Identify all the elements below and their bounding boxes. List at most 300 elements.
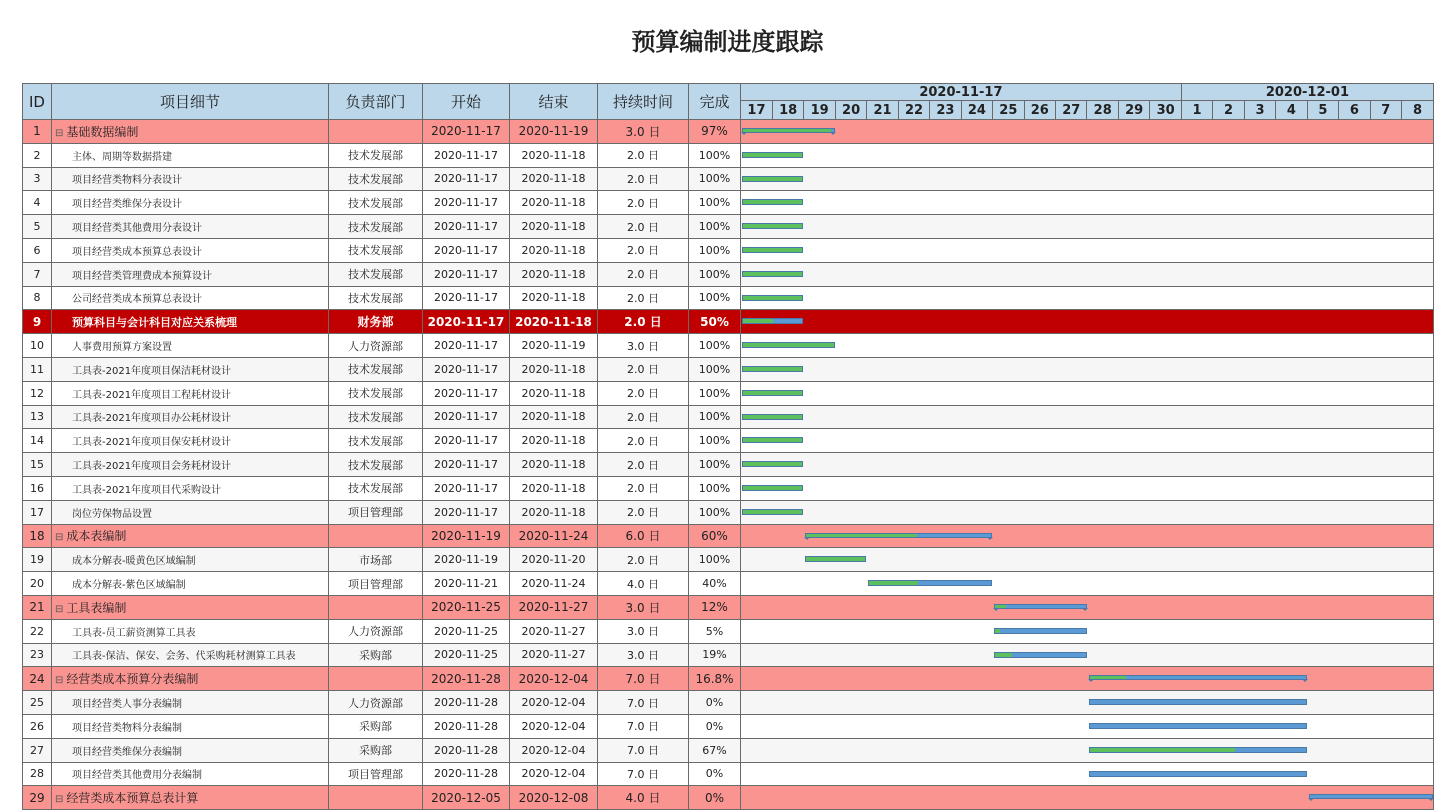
task-bar[interactable] <box>742 390 803 396</box>
task-name-text: 项目经营类人事分表编制 <box>72 699 182 711</box>
task-id[interactable]: 12 <box>23 381 52 405</box>
summary-bar[interactable] <box>742 128 835 133</box>
task-dept[interactable]: 采购部 <box>329 714 423 738</box>
task-end[interactable]: 2020-11-24 <box>510 524 598 548</box>
task-bar[interactable] <box>742 414 803 420</box>
task-complete[interactable]: 0% <box>689 786 741 810</box>
task-id[interactable]: 26 <box>23 714 52 738</box>
task-end[interactable]: 2020-12-04 <box>510 762 598 786</box>
task-duration[interactable]: 3.0 日 <box>598 120 689 144</box>
task-dept[interactable]: 技术发展部 <box>329 429 423 453</box>
task-bar[interactable] <box>742 247 803 253</box>
task-dept[interactable]: 技术发展部 <box>329 476 423 500</box>
header-id[interactable]: ID <box>23 84 52 120</box>
task-end[interactable]: 2020-12-04 <box>510 714 598 738</box>
task-duration[interactable]: 3.0 日 <box>598 334 689 358</box>
task-name[interactable] <box>52 286 329 310</box>
task-dept[interactable]: 技术发展部 <box>329 286 423 310</box>
task-end[interactable]: 2020-11-19 <box>510 334 598 358</box>
task-duration[interactable]: 2.0 日 <box>598 500 689 524</box>
task-name[interactable] <box>52 762 329 786</box>
task-dept[interactable]: 人力资源部 <box>329 691 423 715</box>
task-name[interactable] <box>52 667 329 691</box>
task-start[interactable]: 2020-11-17 <box>423 262 510 286</box>
collapse-toggle-icon[interactable]: ⊟ <box>55 603 64 615</box>
task-end[interactable]: 2020-11-18 <box>510 429 598 453</box>
task-duration[interactable]: 3.0 日 <box>598 619 689 643</box>
task-row[interactable] <box>23 215 1434 239</box>
task-end[interactable]: 2020-11-18 <box>510 500 598 524</box>
task-complete[interactable]: 100% <box>689 167 741 191</box>
task-duration[interactable]: 7.0 日 <box>598 762 689 786</box>
task-dept[interactable] <box>329 524 423 548</box>
task-complete[interactable]: 100% <box>689 143 741 167</box>
task-start[interactable]: 2020-11-17 <box>423 143 510 167</box>
task-start[interactable]: 2020-11-28 <box>423 738 510 762</box>
task-complete[interactable]: 40% <box>689 572 741 596</box>
task-id[interactable]: 23 <box>23 643 52 667</box>
task-start[interactable]: 2020-11-17 <box>423 191 510 215</box>
task-complete[interactable]: 100% <box>689 357 741 381</box>
task-start[interactable]: 2020-11-17 <box>423 381 510 405</box>
task-name[interactable] <box>52 334 329 358</box>
task-bar[interactable] <box>805 556 866 562</box>
task-dept[interactable]: 技术发展部 <box>329 238 423 262</box>
progress-fill <box>995 653 1012 657</box>
task-start[interactable]: 2020-11-17 <box>423 357 510 381</box>
task-start[interactable]: 2020-11-19 <box>423 548 510 572</box>
task-dept[interactable]: 采购部 <box>329 643 423 667</box>
task-dept[interactable] <box>329 786 423 810</box>
task-start[interactable]: 2020-11-17 <box>423 167 510 191</box>
task-duration[interactable]: 2.0 日 <box>598 476 689 500</box>
task-end[interactable]: 2020-12-04 <box>510 667 598 691</box>
task-id[interactable]: 18 <box>23 524 52 548</box>
task-dept[interactable]: 技术发展部 <box>329 381 423 405</box>
task-complete[interactable]: 100% <box>689 500 741 524</box>
task-dept[interactable]: 技术发展部 <box>329 143 423 167</box>
task-end[interactable]: 2020-11-18 <box>510 143 598 167</box>
task-duration[interactable]: 2.0 日 <box>598 286 689 310</box>
task-id[interactable]: 15 <box>23 453 52 477</box>
task-start[interactable]: 2020-11-21 <box>423 572 510 596</box>
collapse-toggle-icon[interactable]: ⊟ <box>55 794 64 806</box>
task-dept[interactable]: 采购部 <box>329 738 423 762</box>
task-duration[interactable]: 2.0 日 <box>598 548 689 572</box>
task-complete[interactable]: 100% <box>689 381 741 405</box>
task-name[interactable] <box>52 453 329 477</box>
task-complete[interactable]: 12% <box>689 595 741 619</box>
task-start[interactable]: 2020-11-17 <box>423 286 510 310</box>
timeline-day: 19 <box>804 101 835 120</box>
task-bar[interactable] <box>994 628 1087 634</box>
task-complete[interactable]: 16.8% <box>689 667 741 691</box>
task-dept[interactable] <box>329 667 423 691</box>
task-row[interactable] <box>23 238 1434 262</box>
task-end[interactable]: 2020-11-18 <box>510 476 598 500</box>
progress-fill <box>806 534 917 537</box>
task-start[interactable]: 2020-11-17 <box>423 405 510 429</box>
task-dept[interactable]: 项目管理部 <box>329 572 423 596</box>
task-id[interactable]: 5 <box>23 215 52 239</box>
task-start[interactable]: 2020-11-25 <box>423 643 510 667</box>
task-complete[interactable]: 0% <box>689 714 741 738</box>
task-name-text: 经营类成本预算分表编制 <box>66 672 199 687</box>
task-duration[interactable]: 3.0 日 <box>598 643 689 667</box>
task-name[interactable] <box>52 572 329 596</box>
task-start[interactable]: 2020-11-25 <box>423 595 510 619</box>
task-name[interactable] <box>52 429 329 453</box>
task-name-text: 主体、周期等数据搭建 <box>72 151 172 163</box>
task-start[interactable]: 2020-11-17 <box>423 310 510 334</box>
progress-fill <box>743 486 802 490</box>
task-dept[interactable]: 技术发展部 <box>329 215 423 239</box>
task-complete[interactable]: 60% <box>689 524 741 548</box>
gantt-cell <box>741 524 1434 548</box>
task-end[interactable]: 2020-11-18 <box>510 215 598 239</box>
task-duration[interactable]: 6.0 日 <box>598 524 689 548</box>
task-start[interactable]: 2020-11-19 <box>423 524 510 548</box>
task-duration[interactable]: 2.0 日 <box>598 238 689 262</box>
progress-fill <box>743 319 773 323</box>
task-row[interactable] <box>23 572 1434 596</box>
task-end[interactable]: 2020-11-24 <box>510 572 598 596</box>
task-id[interactable]: 28 <box>23 762 52 786</box>
progress-fill <box>1090 748 1235 752</box>
task-name-text: 预算科目与会计科目对应关系梳理 <box>72 315 237 329</box>
task-complete[interactable]: 100% <box>689 191 741 215</box>
task-id[interactable]: 20 <box>23 572 52 596</box>
header-name[interactable]: 项目细节 <box>52 84 329 120</box>
task-start[interactable]: 2020-11-28 <box>423 667 510 691</box>
task-duration[interactable]: 2.0 日 <box>598 167 689 191</box>
task-duration[interactable]: 7.0 日 <box>598 714 689 738</box>
task-id[interactable]: 2 <box>23 143 52 167</box>
task-bar[interactable] <box>742 461 803 467</box>
task-bar[interactable] <box>1089 771 1308 777</box>
progress-fill <box>743 296 802 300</box>
task-end[interactable]: 2020-11-18 <box>510 167 598 191</box>
task-dept[interactable]: 人力资源部 <box>329 619 423 643</box>
task-start[interactable]: 2020-11-28 <box>423 691 510 715</box>
task-row[interactable] <box>23 691 1434 715</box>
task-start[interactable]: 2020-11-17 <box>423 500 510 524</box>
task-id[interactable]: 29 <box>23 786 52 810</box>
task-name[interactable] <box>52 381 329 405</box>
task-id[interactable]: 19 <box>23 548 52 572</box>
task-row[interactable] <box>23 738 1434 762</box>
task-row[interactable] <box>23 191 1434 215</box>
task-start[interactable]: 2020-11-17 <box>423 476 510 500</box>
task-id[interactable]: 17 <box>23 500 52 524</box>
task-name[interactable] <box>52 691 329 715</box>
task-bar[interactable] <box>742 318 803 324</box>
task-name-text: 工具表-员工薪资测算工具表 <box>72 627 196 639</box>
timeline-day: 2 <box>1213 101 1244 120</box>
task-id[interactable]: 27 <box>23 738 52 762</box>
task-end[interactable]: 2020-12-08 <box>510 786 598 810</box>
task-dept[interactable]: 技术发展部 <box>329 357 423 381</box>
task-name[interactable] <box>52 476 329 500</box>
task-complete[interactable]: 97% <box>689 120 741 144</box>
task-row[interactable] <box>23 714 1434 738</box>
summary-row[interactable] <box>23 667 1434 691</box>
task-duration[interactable]: 2.0 日 <box>598 310 689 334</box>
task-dept[interactable]: 项目管理部 <box>329 500 423 524</box>
task-complete[interactable]: 0% <box>689 762 741 786</box>
task-complete[interactable]: 100% <box>689 215 741 239</box>
task-end[interactable]: 2020-11-27 <box>510 595 598 619</box>
collapse-toggle-icon[interactable]: ⊟ <box>55 675 64 687</box>
task-duration[interactable]: 2.0 日 <box>598 215 689 239</box>
task-name[interactable] <box>52 357 329 381</box>
task-row[interactable] <box>23 143 1434 167</box>
task-id[interactable]: 8 <box>23 286 52 310</box>
task-bar[interactable] <box>742 199 803 205</box>
task-bar[interactable] <box>742 342 835 348</box>
task-end[interactable]: 2020-11-18 <box>510 310 598 334</box>
task-start[interactable]: 2020-11-17 <box>423 120 510 144</box>
task-id[interactable]: 11 <box>23 357 52 381</box>
task-id[interactable]: 13 <box>23 405 52 429</box>
task-dept[interactable]: 技术发展部 <box>329 405 423 429</box>
task-name[interactable] <box>52 143 329 167</box>
task-end[interactable]: 2020-11-19 <box>510 120 598 144</box>
task-dept[interactable]: 市场部 <box>329 548 423 572</box>
summary-bar[interactable] <box>1309 794 1433 799</box>
task-id[interactable]: 3 <box>23 167 52 191</box>
task-complete[interactable]: 100% <box>689 262 741 286</box>
task-bar[interactable] <box>1089 699 1308 705</box>
progress-fill <box>743 248 802 252</box>
task-complete[interactable]: 50% <box>689 310 741 334</box>
task-row[interactable] <box>23 262 1434 286</box>
task-row[interactable] <box>23 429 1434 453</box>
task-duration[interactable]: 3.0 日 <box>598 595 689 619</box>
summary-row[interactable] <box>23 524 1434 548</box>
task-name[interactable] <box>52 786 329 810</box>
task-name[interactable] <box>52 120 329 144</box>
task-complete[interactable]: 100% <box>689 286 741 310</box>
timeline-day: 28 <box>1087 101 1118 120</box>
task-dept[interactable]: 技术发展部 <box>329 191 423 215</box>
task-id[interactable]: 16 <box>23 476 52 500</box>
task-row[interactable] <box>23 500 1434 524</box>
task-duration[interactable]: 2.0 日 <box>598 405 689 429</box>
task-duration[interactable]: 7.0 日 <box>598 691 689 715</box>
task-row[interactable] <box>23 619 1434 643</box>
task-bar[interactable] <box>868 580 992 586</box>
collapse-toggle-icon[interactable]: ⊟ <box>55 532 64 544</box>
task-name[interactable] <box>52 238 329 262</box>
task-row[interactable] <box>23 476 1434 500</box>
task-id[interactable]: 24 <box>23 667 52 691</box>
task-complete[interactable]: 100% <box>689 238 741 262</box>
task-complete[interactable]: 100% <box>689 429 741 453</box>
task-dept[interactable]: 技术发展部 <box>329 453 423 477</box>
task-start[interactable]: 2020-11-17 <box>423 334 510 358</box>
task-name[interactable] <box>52 524 329 548</box>
summary-row[interactable] <box>23 595 1434 619</box>
task-row[interactable] <box>23 643 1434 667</box>
task-bar[interactable] <box>742 271 803 277</box>
task-name[interactable] <box>52 405 329 429</box>
task-dept[interactable] <box>329 595 423 619</box>
task-name[interactable] <box>52 595 329 619</box>
task-bar[interactable] <box>742 366 803 372</box>
gantt-cell <box>741 429 1434 453</box>
task-duration[interactable]: 4.0 日 <box>598 786 689 810</box>
task-end[interactable]: 2020-11-18 <box>510 405 598 429</box>
gantt-cell <box>741 691 1434 715</box>
task-bar[interactable] <box>742 223 803 229</box>
task-end[interactable]: 2020-11-18 <box>510 238 598 262</box>
task-duration[interactable]: 2.0 日 <box>598 381 689 405</box>
task-complete[interactable]: 19% <box>689 643 741 667</box>
task-start[interactable]: 2020-11-17 <box>423 429 510 453</box>
task-name[interactable] <box>52 619 329 643</box>
task-dept[interactable] <box>329 120 423 144</box>
task-id[interactable]: 9 <box>23 310 52 334</box>
task-name[interactable] <box>52 500 329 524</box>
task-id[interactable]: 21 <box>23 595 52 619</box>
summary-bar[interactable] <box>805 533 992 538</box>
task-row[interactable] <box>23 310 1434 334</box>
task-bar[interactable] <box>742 437 803 443</box>
task-name[interactable] <box>52 643 329 667</box>
task-bar[interactable] <box>742 152 803 158</box>
task-start[interactable]: 2020-11-17 <box>423 453 510 477</box>
task-row[interactable] <box>23 548 1434 572</box>
task-name[interactable] <box>52 714 329 738</box>
task-row[interactable] <box>23 405 1434 429</box>
gantt-cell <box>741 215 1434 239</box>
task-start[interactable]: 2020-11-17 <box>423 238 510 262</box>
task-end[interactable]: 2020-11-18 <box>510 286 598 310</box>
task-bar[interactable] <box>742 176 803 182</box>
task-id[interactable]: 1 <box>23 120 52 144</box>
task-end[interactable]: 2020-11-18 <box>510 357 598 381</box>
task-bar[interactable] <box>742 295 803 301</box>
progress-fill <box>743 153 802 157</box>
header-start[interactable]: 开始 <box>423 84 510 120</box>
task-dept[interactable]: 技术发展部 <box>329 262 423 286</box>
task-end[interactable]: 2020-11-18 <box>510 453 598 477</box>
summary-bar[interactable] <box>994 604 1087 609</box>
task-duration[interactable]: 2.0 日 <box>598 357 689 381</box>
task-row[interactable] <box>23 381 1434 405</box>
gantt-cell <box>741 667 1434 691</box>
summary-row[interactable] <box>23 786 1434 810</box>
task-end[interactable]: 2020-11-18 <box>510 381 598 405</box>
task-bar[interactable] <box>1089 723 1308 729</box>
task-duration[interactable]: 4.0 日 <box>598 572 689 596</box>
collapse-toggle-icon[interactable]: ⊟ <box>55 127 64 139</box>
task-id[interactable]: 7 <box>23 262 52 286</box>
task-id[interactable]: 10 <box>23 334 52 358</box>
task-duration[interactable]: 2.0 日 <box>598 429 689 453</box>
task-name[interactable] <box>52 738 329 762</box>
task-end[interactable]: 2020-11-27 <box>510 619 598 643</box>
header-end[interactable]: 结束 <box>510 84 598 120</box>
task-row[interactable] <box>23 334 1434 358</box>
gantt-cell <box>741 167 1434 191</box>
task-complete[interactable]: 100% <box>689 476 741 500</box>
task-id[interactable]: 6 <box>23 238 52 262</box>
task-end[interactable]: 2020-12-04 <box>510 738 598 762</box>
task-row[interactable] <box>23 762 1434 786</box>
summary-bar[interactable] <box>1089 675 1308 680</box>
task-duration[interactable]: 7.0 日 <box>598 738 689 762</box>
task-id[interactable]: 22 <box>23 619 52 643</box>
header-dept[interactable]: 负责部门 <box>329 84 423 120</box>
task-row[interactable] <box>23 167 1434 191</box>
task-id[interactable]: 25 <box>23 691 52 715</box>
task-bar[interactable] <box>742 509 803 515</box>
task-name-text: 成本表编制 <box>66 529 127 544</box>
task-name-text: 项目经营类其他费用分表编制 <box>72 770 202 782</box>
task-id[interactable]: 14 <box>23 429 52 453</box>
task-bar[interactable] <box>994 652 1087 658</box>
summary-row[interactable] <box>23 120 1434 144</box>
task-start[interactable]: 2020-12-05 <box>423 786 510 810</box>
gantt-cell <box>741 143 1434 167</box>
task-name[interactable] <box>52 548 329 572</box>
task-bar[interactable] <box>1089 747 1308 753</box>
task-complete[interactable]: 67% <box>689 738 741 762</box>
task-complete[interactable]: 100% <box>689 405 741 429</box>
task-start[interactable]: 2020-11-28 <box>423 762 510 786</box>
task-duration[interactable]: 2.0 日 <box>598 191 689 215</box>
task-end[interactable]: 2020-11-18 <box>510 262 598 286</box>
task-start[interactable]: 2020-11-17 <box>423 215 510 239</box>
task-name[interactable] <box>52 215 329 239</box>
task-dept[interactable]: 人力资源部 <box>329 334 423 358</box>
task-end[interactable]: 2020-11-18 <box>510 191 598 215</box>
task-row[interactable] <box>23 453 1434 477</box>
header-complete[interactable]: 完成 <box>689 84 741 120</box>
task-name[interactable] <box>52 310 329 334</box>
header-duration[interactable]: 持续时间 <box>598 84 689 120</box>
task-complete[interactable]: 0% <box>689 691 741 715</box>
task-end[interactable]: 2020-11-20 <box>510 548 598 572</box>
task-complete[interactable]: 100% <box>689 334 741 358</box>
task-id[interactable]: 4 <box>23 191 52 215</box>
task-complete[interactable]: 100% <box>689 453 741 477</box>
task-dept[interactable]: 技术发展部 <box>329 167 423 191</box>
task-duration[interactable]: 2.0 日 <box>598 262 689 286</box>
task-name[interactable] <box>52 262 329 286</box>
task-duration[interactable]: 2.0 日 <box>598 143 689 167</box>
task-row[interactable] <box>23 286 1434 310</box>
task-name[interactable] <box>52 167 329 191</box>
task-bar[interactable] <box>742 485 803 491</box>
task-dept[interactable]: 项目管理部 <box>329 762 423 786</box>
task-end[interactable]: 2020-12-04 <box>510 691 598 715</box>
task-complete[interactable]: 5% <box>689 619 741 643</box>
task-start[interactable]: 2020-11-25 <box>423 619 510 643</box>
task-name[interactable] <box>52 191 329 215</box>
progress-fill <box>743 272 802 276</box>
task-end[interactable]: 2020-11-27 <box>510 643 598 667</box>
task-dept[interactable]: 财务部 <box>329 310 423 334</box>
task-start[interactable]: 2020-11-28 <box>423 714 510 738</box>
task-duration[interactable]: 7.0 日 <box>598 667 689 691</box>
task-duration[interactable]: 2.0 日 <box>598 453 689 477</box>
task-name-text: 岗位劳保物品设置 <box>72 508 152 520</box>
task-complete[interactable]: 100% <box>689 548 741 572</box>
task-row[interactable] <box>23 357 1434 381</box>
